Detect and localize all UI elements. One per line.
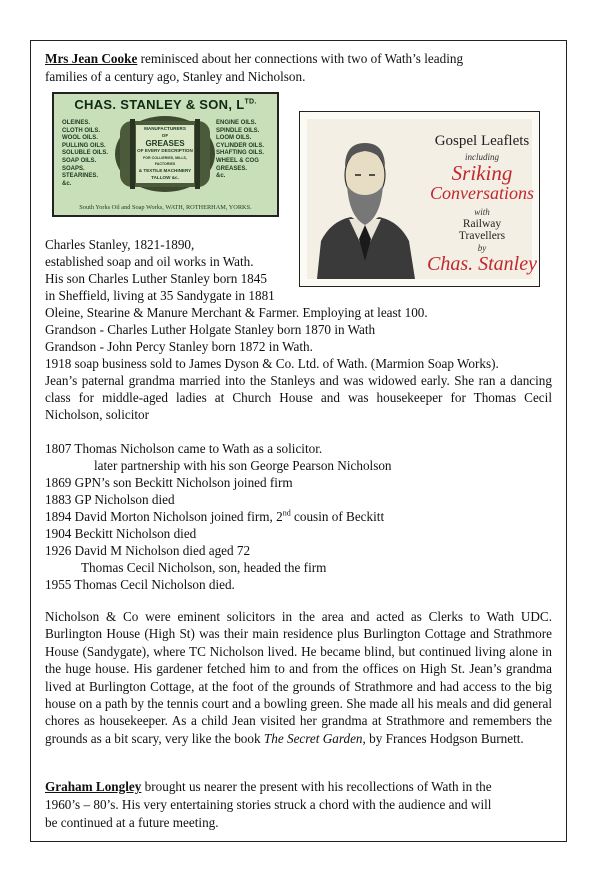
- stanley-line: His son Charles Luther Stanley born 1845: [45, 271, 267, 286]
- timeline-entry: 1926 David M Nicholson died aged 72: [45, 543, 251, 558]
- advert-right-column: ENGINE OILS. SPINDLE OILS. LOOM OILS. CYLINDER OILS. SHAFTING OILS. WHEEL & COG GREASES. &c.: [216, 120, 265, 180]
- gospel-leaflets-cover-image: [299, 111, 540, 287]
- stanley-line: 1918 soap business sold to James Dyson & Co. Ltd. of Wath. (Marmion Soap Works).: [45, 356, 499, 371]
- barrel-text: MANUFACTURERS OF GREASES OF EVERY DESCRIPTION FOR COLLIERIES, MILLS, FACTORIES & TEXTILE MACHINERY TALLOW &c.: [137, 126, 193, 180]
- cover-series-title: Gospel Leaflets: [434, 133, 530, 149]
- stanley-line: Oleine, Stearine & Manure Merchant & Farmer. Employing at least 100.: [45, 305, 428, 320]
- speaker-name-cooke: Mrs Jean Cooke: [45, 51, 138, 66]
- cover-title-conversations: Conversations: [429, 183, 534, 203]
- timeline-entry: 1904 Beckitt Nicholson died: [45, 526, 197, 541]
- timeline-entry: 1883 GP Nicholson died: [45, 492, 175, 507]
- longley-line-2: 1960’s – 80’s. His very entertaining stories struck a chord with the audience and will: [45, 797, 492, 812]
- stanley-line: established soap and oil works in Wath.: [45, 254, 254, 269]
- stanley-line: Grandson - John Percy Stanley born 1872 in Wath.: [45, 339, 313, 354]
- timeline-entry: 1955 Thomas Cecil Nicholson died.: [45, 577, 235, 592]
- timeline-entry: later partnership with his son George Pearson Nicholson: [94, 458, 392, 473]
- speaker-name-longley: Graham Longley: [45, 779, 142, 794]
- cover-railway-travellers: Railway Travellers: [458, 218, 506, 242]
- cover-with: with: [474, 207, 490, 217]
- stanley-line: in Sheffield, living at 35 Sandygate in 1881: [45, 288, 275, 303]
- jean-grandma-paragraph: Jean’s paternal grandma married into the Stanleys and was widowed early. She ran a dancing class for middle-aged ladies at Church House and was housekeeper for Thomas Cecil Nicholson, solicitor: [45, 373, 552, 423]
- intro-line-1: Mrs Jean Cooke reminisced about her connections with two of Wath’s leading: [45, 51, 464, 66]
- cover-author: Chas. Stanley: [427, 253, 537, 275]
- book-title: The Secret Garden: [263, 730, 363, 746]
- cover-including: including: [465, 152, 499, 162]
- nicholson-paragraph: Nicholson & Co were eminent solicitors in the area and acted as Clerks to Wath UDC. Burlington House (High St) was their main residence plus Burlington Cottage and Strathmore House (Sandygate), where TC Nicholson lived. He became blind, but continued living alone in the huge house. His gardener fetched him to and from the offices on High St. Jean’s grandma lived at Burlington Cottage, at the foot of the grounds of Strathmore and had access to the big house on a path by the tennis court and a bowling green. She made all his meals and did general chores as housekeeper. As a child Jean visited her grandma at Strathmore and remembers the grounds as a bit scary, very like the book The Secret Garden, by Frances Hodgson Burnett.: [45, 609, 552, 746]
- longley-line-1: Graham Longley brought us nearer the present with his recollections of Wath in the: [45, 779, 492, 794]
- advert-heading: CHAS. STANLEY & SON, $L^{TD.}$: [74, 97, 257, 112]
- advert-footer: South Yorks Oil and Soap Works, WATH, ROTHERHAM, YORKS.: [79, 204, 252, 211]
- advert-left-column: OLEINES. CLOTH OILS. WOOL OILS. PULLING OILS. SOLUBLE OILS. SOAP OILS. SOAPS. STEARINES. &c.: [62, 120, 109, 187]
- cover-title-striking: Sriking: [451, 161, 513, 185]
- stanley-line: Charles Stanley, 1821-1890,: [45, 237, 195, 252]
- longley-line-3: be continued at a future meeting.: [45, 815, 219, 830]
- stanley-line: Grandson - Charles Luther Holgate Stanley born 1870 in Wath: [45, 322, 376, 337]
- timeline-entry: Thomas Cecil Nicholson, son, headed the firm: [81, 560, 327, 575]
- stanley-advert-image: [52, 92, 279, 217]
- timeline-entry: 1894 David Morton Nicholson joined firm, 2nd cousin of Beckitt: [45, 508, 385, 524]
- timeline-entry: 1869 GPN’s son Beckitt Nicholson joined firm: [45, 475, 293, 490]
- cover-by: by: [477, 243, 487, 253]
- portrait-illustration: [311, 121, 419, 279]
- timeline-entry: 1807 Thomas Nicholson came to Wath as a solicitor.: [45, 441, 323, 456]
- intro-line-2: families of a century ago, Stanley and Nicholson.: [45, 69, 306, 84]
